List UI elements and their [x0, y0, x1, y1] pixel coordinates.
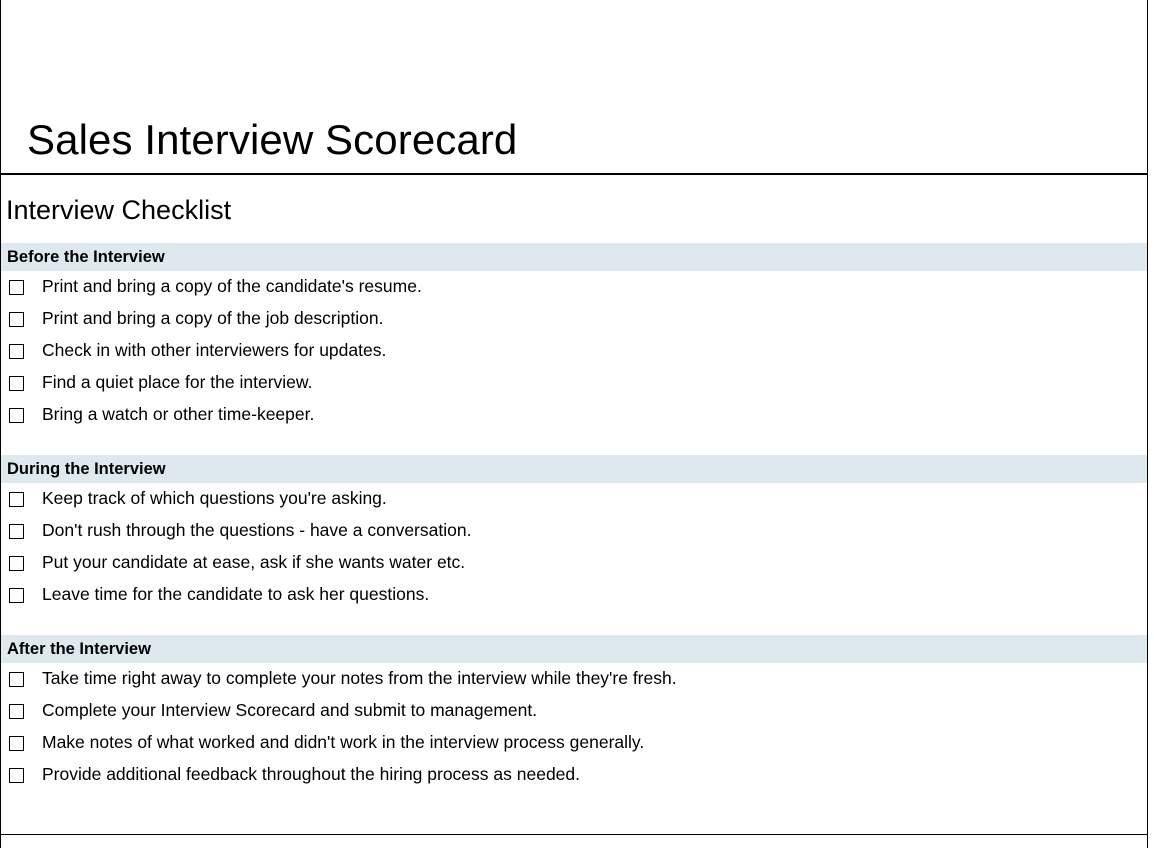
list-item-label: Put your candidate at ease, ask if she wants water etc.	[42, 552, 466, 573]
section-spacer	[1, 791, 1147, 811]
checklist-heading-row	[1, 177, 1147, 243]
list-item-label: Keep track of which questions you're asking.	[42, 488, 387, 509]
section-band-during: During the Interview	[1, 455, 1147, 483]
section-rows-before	[1, 271, 1147, 455]
list-item-label: Don't rush through the questions - have a conversation.	[42, 520, 472, 541]
checkbox-icon[interactable]	[9, 524, 24, 539]
list-item[interactable]	[1, 271, 1147, 303]
list-item[interactable]	[1, 367, 1147, 399]
list-item[interactable]	[1, 759, 1147, 791]
checkbox-icon[interactable]	[9, 588, 24, 603]
list-item-label: Make notes of what worked and didn't work in the interview process generally.	[42, 732, 645, 753]
list-item-label: Find a quiet place for the interview.	[42, 372, 313, 393]
checkbox-icon[interactable]	[9, 280, 24, 295]
section-heading: Interview Checklist	[6, 194, 232, 225]
list-item[interactable]	[1, 399, 1147, 431]
list-item[interactable]	[1, 547, 1147, 579]
list-item-label: Leave time for the candidate to ask her questions.	[42, 584, 430, 605]
list-item[interactable]	[1, 579, 1147, 611]
checkbox-icon[interactable]	[9, 408, 24, 423]
list-item[interactable]	[1, 695, 1147, 727]
bottom-divider	[1, 834, 1147, 835]
list-item-label: Bring a watch or other time-keeper.	[42, 404, 315, 425]
list-item-label: Print and bring a copy of the job description.	[42, 308, 384, 329]
checkbox-icon[interactable]	[9, 768, 24, 783]
checkbox-icon[interactable]	[9, 492, 24, 507]
checkbox-icon[interactable]	[9, 344, 24, 359]
section-spacer	[1, 611, 1147, 635]
list-item-label: Complete your Interview Scorecard and submit to management.	[42, 700, 538, 721]
list-item[interactable]	[1, 483, 1147, 515]
section-band-after: After the Interview	[1, 635, 1147, 663]
list-item[interactable]	[1, 335, 1147, 367]
list-item[interactable]	[1, 303, 1147, 335]
list-item[interactable]	[1, 515, 1147, 547]
section-spacer	[1, 431, 1147, 455]
list-item-label: Take time right away to complete your notes from the interview while they're fresh.	[42, 668, 677, 689]
list-item-label: Check in with other interviewers for updates.	[42, 340, 387, 361]
checkbox-icon[interactable]	[9, 376, 24, 391]
section-rows-after	[1, 663, 1147, 811]
title-block	[1, 0, 1147, 175]
section-band-before: Before the Interview	[1, 243, 1147, 271]
list-item-label: Print and bring a copy of the candidate's resume.	[42, 276, 422, 297]
checkbox-icon[interactable]	[9, 672, 24, 687]
checklist-table	[1, 243, 1147, 811]
page-title: Sales Interview Scorecard	[27, 116, 518, 163]
list-item-label: Provide additional feedback throughout the hiring process as needed.	[42, 764, 581, 785]
page-border-right	[1147, 0, 1148, 848]
checkbox-icon[interactable]	[9, 704, 24, 719]
list-item[interactable]	[1, 727, 1147, 759]
checkbox-icon[interactable]	[9, 556, 24, 571]
checkbox-icon[interactable]	[9, 312, 24, 327]
checkbox-icon[interactable]	[9, 736, 24, 751]
list-item[interactable]	[1, 663, 1147, 695]
section-rows-during	[1, 483, 1147, 635]
